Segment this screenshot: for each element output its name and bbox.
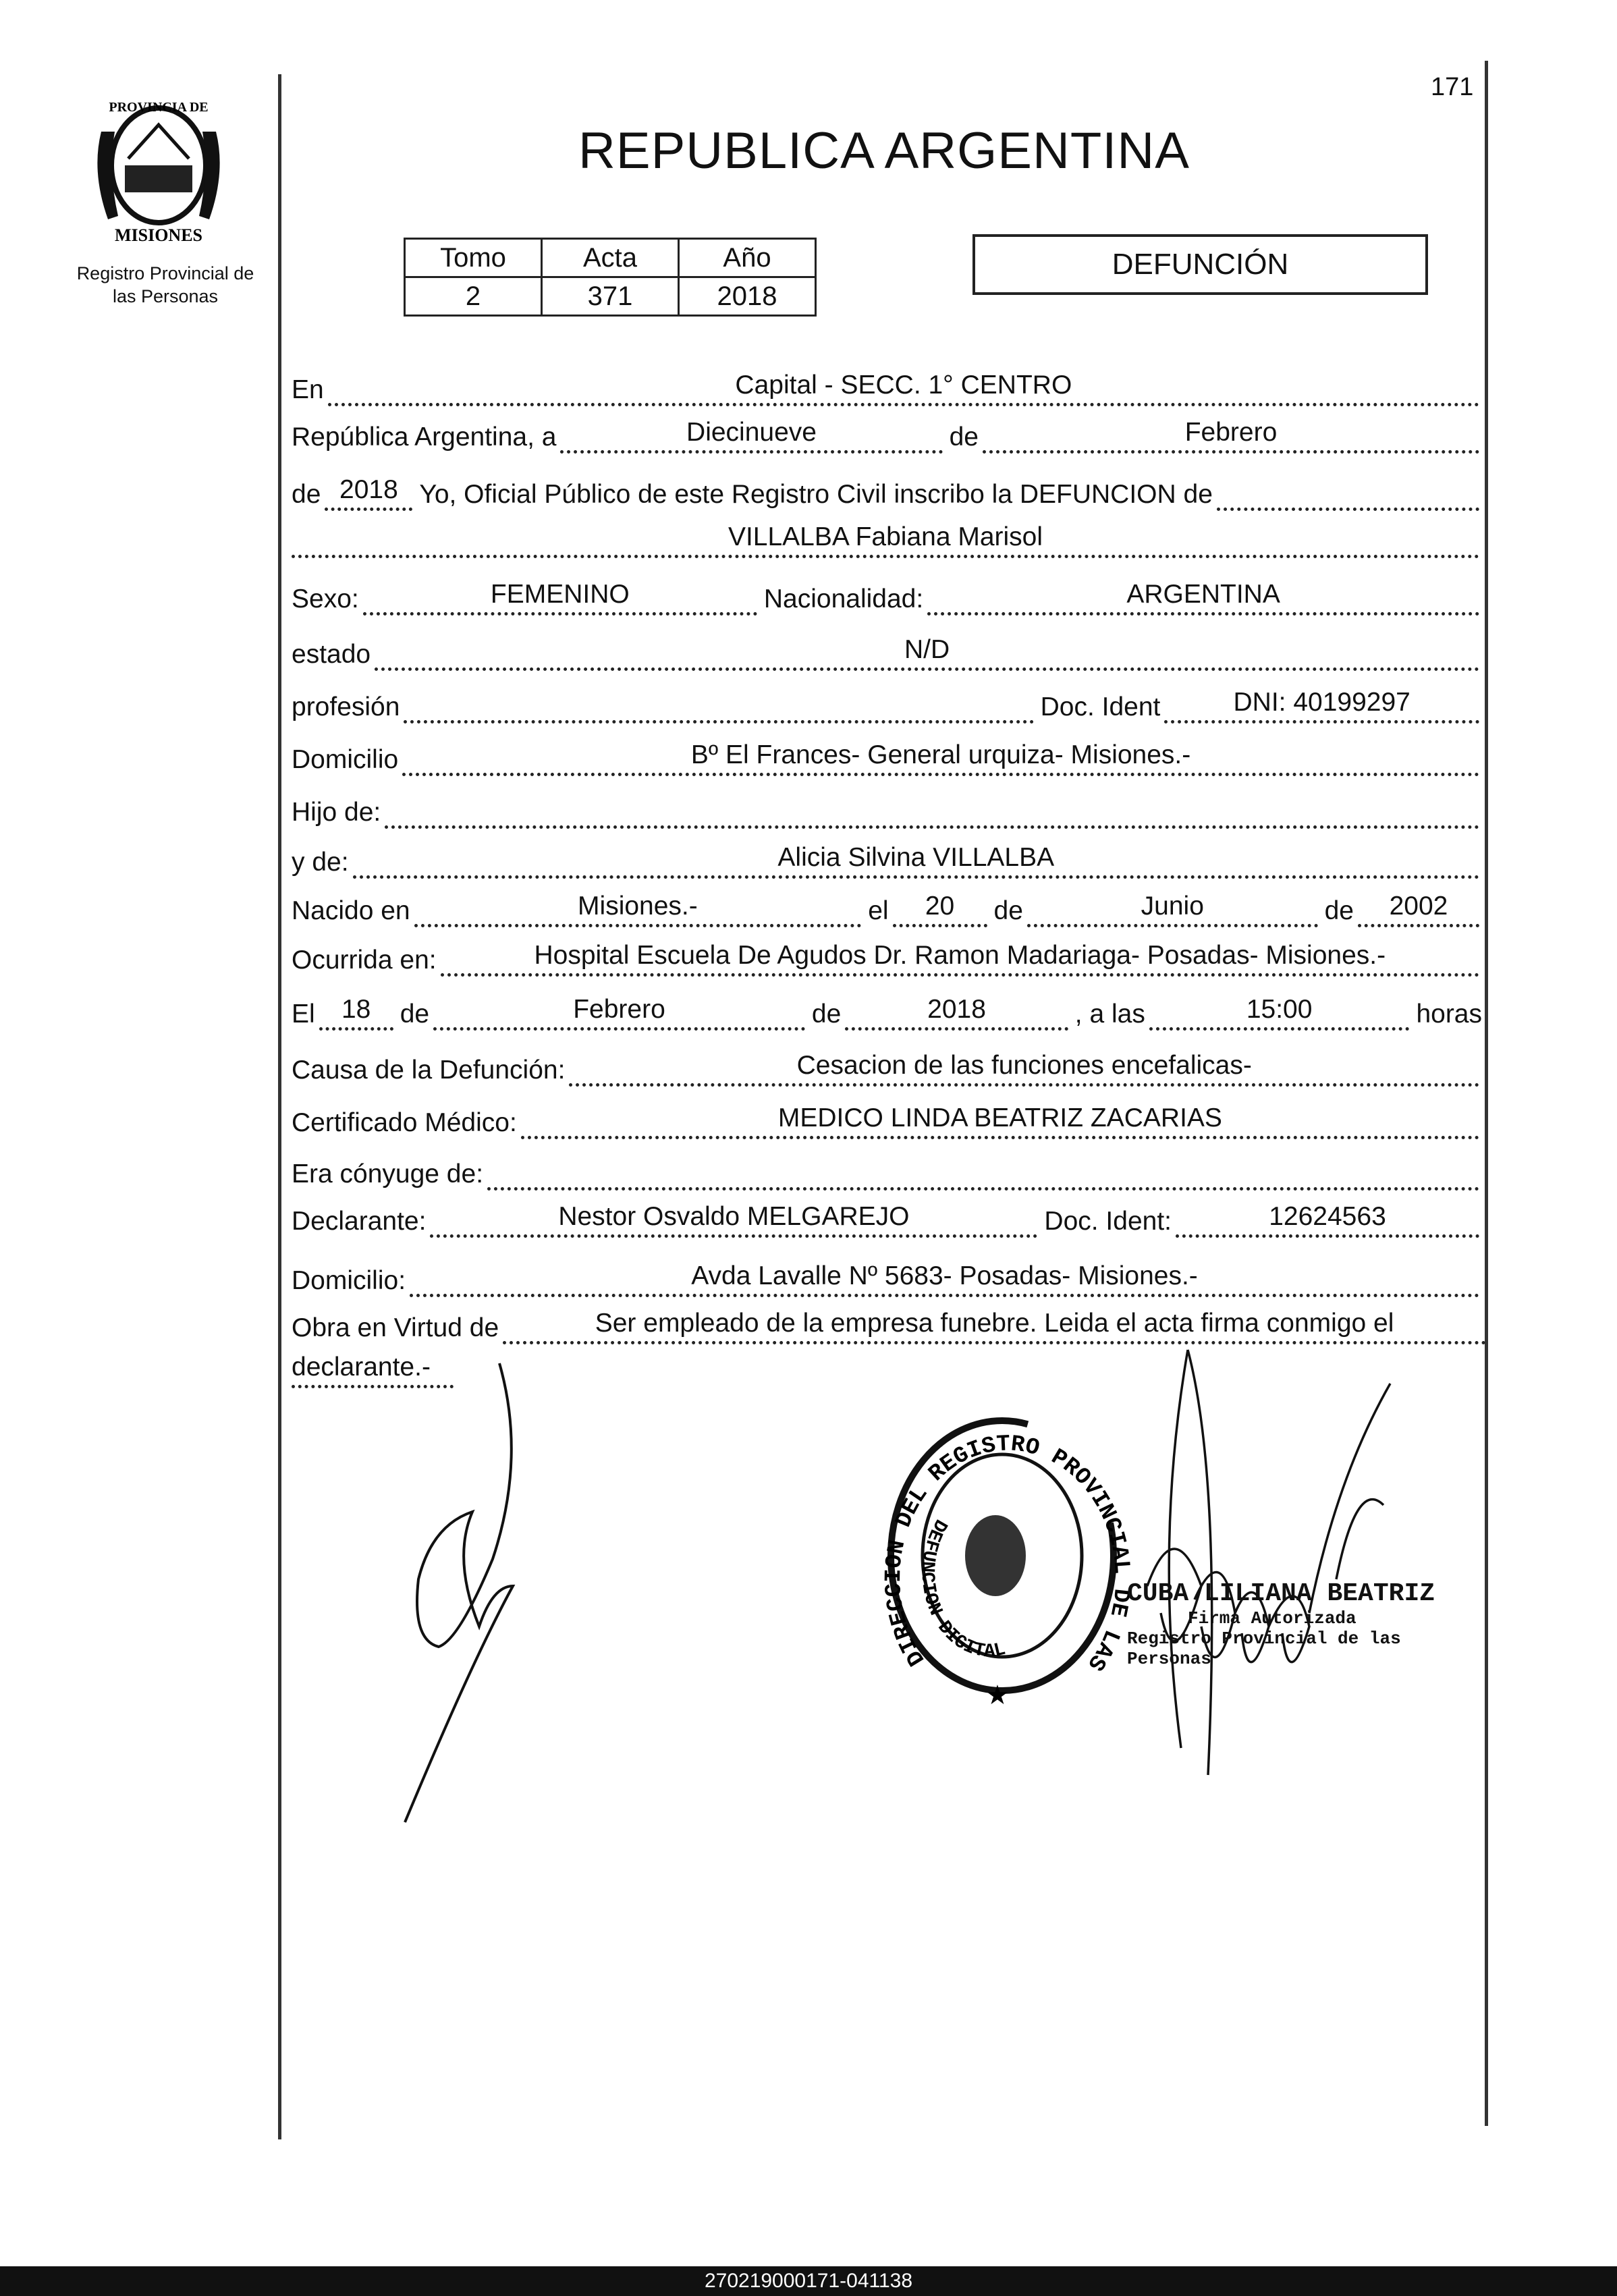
- def-anio-field: 2018: [845, 995, 1068, 1031]
- def-mes-field: Febrero: [433, 995, 805, 1031]
- def-hora-field: 15:00: [1149, 995, 1410, 1031]
- header-anio: Año: [679, 239, 816, 277]
- row-fecha-defuncion: [292, 995, 1486, 1031]
- misiones-coat-of-arms-logo: [88, 91, 229, 246]
- officer-role: Firma Autorizada: [1188, 1608, 1356, 1629]
- row-estado: [292, 636, 1486, 671]
- row-nacimiento: [292, 892, 1486, 927]
- header-acta: Acta: [542, 239, 679, 277]
- alas-label: , a las: [1074, 1000, 1145, 1029]
- hijo-field: [385, 823, 1479, 829]
- row-conyuge: [292, 1155, 1486, 1191]
- value-anio: 2018: [679, 277, 816, 316]
- nacido-label: Nacido en: [292, 896, 410, 925]
- officer-name: CUBA LILIANA BEATRIZ: [1127, 1579, 1435, 1608]
- stamp-outer-text: DIRECCION DEL REGISTRO PROVINCIAL DE LAS PERSONAS: [870, 1386, 1134, 1687]
- obra-cont-field: declarante.-: [292, 1352, 454, 1388]
- official-stamp: [870, 1386, 1134, 1714]
- nac-dia-field: 20: [893, 892, 987, 927]
- header-tomo: Tomo: [405, 239, 542, 277]
- sexo-field: FEMENINO: [363, 580, 757, 616]
- de-label: de: [292, 480, 321, 509]
- ocurrida-label: Ocurrida en:: [292, 946, 437, 975]
- def-dia-field: 18: [319, 995, 393, 1031]
- sexo-label: Sexo:: [292, 584, 359, 613]
- conyuge-field: [487, 1184, 1479, 1191]
- causa-field: Cesacion de las funciones encefalicas-: [569, 1051, 1479, 1087]
- page-title: REPUBLICA ARGENTINA: [578, 122, 1190, 180]
- decl-doc-field: 12624563: [1176, 1202, 1479, 1238]
- row-en: [292, 371, 1486, 406]
- obra-label: Obra en Virtud de: [292, 1313, 499, 1342]
- conyuge-label: Era cónyuge de:: [292, 1159, 484, 1188]
- row-decl-domicilio: [292, 1262, 1486, 1297]
- registry-line-2: las Personas: [112, 286, 219, 306]
- officer-signature: [1134, 1343, 1417, 1782]
- acta-table-row: [405, 277, 816, 316]
- nac-anio-field: 2002: [1358, 892, 1479, 927]
- row-nombre: [292, 523, 1486, 558]
- el-label: el: [868, 896, 889, 925]
- declarante-label: Declarante:: [292, 1207, 427, 1236]
- value-tomo: 2: [405, 277, 542, 316]
- en-field: Capital - SECC. 1° CENTRO: [328, 371, 1479, 406]
- domicilio-label: Domicilio: [292, 745, 399, 774]
- doc-label: Doc. Ident: [1040, 692, 1161, 721]
- document-type-box: DEFUNCIÓN: [972, 234, 1428, 295]
- value-acta: 371: [542, 277, 679, 316]
- registry-caption: [54, 262, 277, 308]
- row-causa: [292, 1051, 1486, 1087]
- anio-field: 2018: [325, 475, 412, 511]
- row-hijo: [292, 794, 1486, 829]
- stamp-inner-text: DEFUNCION DIGITAL: [916, 1515, 1008, 1663]
- hijo-label: Hijo de:: [292, 798, 381, 827]
- horas-label: horas: [1416, 1000, 1482, 1029]
- svg-text:PROVINCIA DE: PROVINCIA DE: [109, 100, 209, 115]
- de-label: de: [993, 896, 1023, 925]
- en-label: En: [292, 375, 324, 404]
- nacionalidad-label: Nacionalidad:: [763, 584, 924, 613]
- page-number: 171: [1431, 73, 1474, 101]
- doc-field: DNI: 40199297: [1164, 688, 1479, 723]
- republica-label: República Argentina, a: [292, 422, 557, 452]
- de-label: de: [1324, 896, 1354, 925]
- officer-block: [1127, 1579, 1478, 1669]
- oficial-text: Yo, Oficial Público de este Registro Civil inscribo la DEFUNCION de: [419, 480, 1213, 509]
- row-obra: [292, 1309, 1486, 1344]
- de-label: de: [949, 422, 979, 452]
- yde-field: Alicia Silvina VILLALBA: [353, 843, 1479, 879]
- nac-mes-field: Junio: [1027, 892, 1318, 927]
- acta-table-header: [405, 239, 816, 277]
- profesion-field: [404, 717, 1033, 723]
- causa-label: Causa de la Defunción:: [292, 1056, 566, 1085]
- dia-field: Diecinueve: [560, 418, 942, 454]
- row-fecha-inscripcion: [292, 418, 1486, 454]
- nacido-field: Misiones.-: [414, 892, 862, 927]
- row-certificado: [292, 1104, 1486, 1139]
- oficial-trailing-field: [1217, 505, 1479, 511]
- profesion-label: profesión: [292, 692, 400, 721]
- svg-text:★: ★: [985, 1680, 1010, 1710]
- yde-label: y de:: [292, 848, 349, 877]
- officer-org: Registro Provincial de las Personas: [1127, 1629, 1401, 1669]
- left-margin-line: [278, 74, 281, 2139]
- certificado-label: Certificado Médico:: [292, 1108, 517, 1137]
- acta-table: [404, 238, 817, 317]
- domicilio-field: Bº El Frances- General urquiza- Misiones.-: [402, 740, 1479, 776]
- svg-text:MISIONES: MISIONES: [114, 225, 203, 245]
- obra-field: Ser empleado de la empresa funebre. Leida el acta firma conmigo el: [503, 1309, 1486, 1344]
- row-yde: [292, 844, 1486, 879]
- row-sexo: [292, 580, 1486, 616]
- row-domicilio: [292, 741, 1486, 776]
- decl-domicilio-label: Domicilio:: [292, 1266, 406, 1295]
- row-declarante: [292, 1203, 1486, 1238]
- decl-domicilio-field: Avda Lavalle Nº 5683- Posadas- Misiones.-: [410, 1261, 1479, 1297]
- nombre-field: VILLALBA Fabiana Marisol: [292, 522, 1479, 558]
- row-profesion: [292, 688, 1486, 723]
- ocurrida-field: Hospital Escuela De Agudos Dr. Ramon Madariaga- Posadas- Misiones.-: [441, 941, 1479, 977]
- registry-line-1: Registro Provincial de: [76, 263, 254, 283]
- el-label: El: [292, 1000, 315, 1029]
- certificado-field: MEDICO LINDA BEATRIZ ZACARIAS: [521, 1103, 1479, 1139]
- estado-field: N/D: [375, 635, 1479, 671]
- row-oficial: [292, 476, 1486, 511]
- declarante-field: Nestor Osvaldo MELGAREJO: [430, 1202, 1037, 1238]
- declarant-signature: [391, 1357, 553, 1829]
- row-ocurrida: [292, 941, 1486, 977]
- mes-field: Febrero: [983, 418, 1479, 454]
- de-label: de: [400, 1000, 430, 1029]
- footer-code-bar: 270219000171-041138: [0, 2266, 1617, 2296]
- estado-label: estado: [292, 640, 371, 669]
- right-margin-line: [1485, 61, 1488, 2126]
- de-label: de: [811, 1000, 842, 1029]
- nacionalidad-field: ARGENTINA: [927, 580, 1479, 616]
- decl-doc-label: Doc. Ident:: [1044, 1207, 1172, 1236]
